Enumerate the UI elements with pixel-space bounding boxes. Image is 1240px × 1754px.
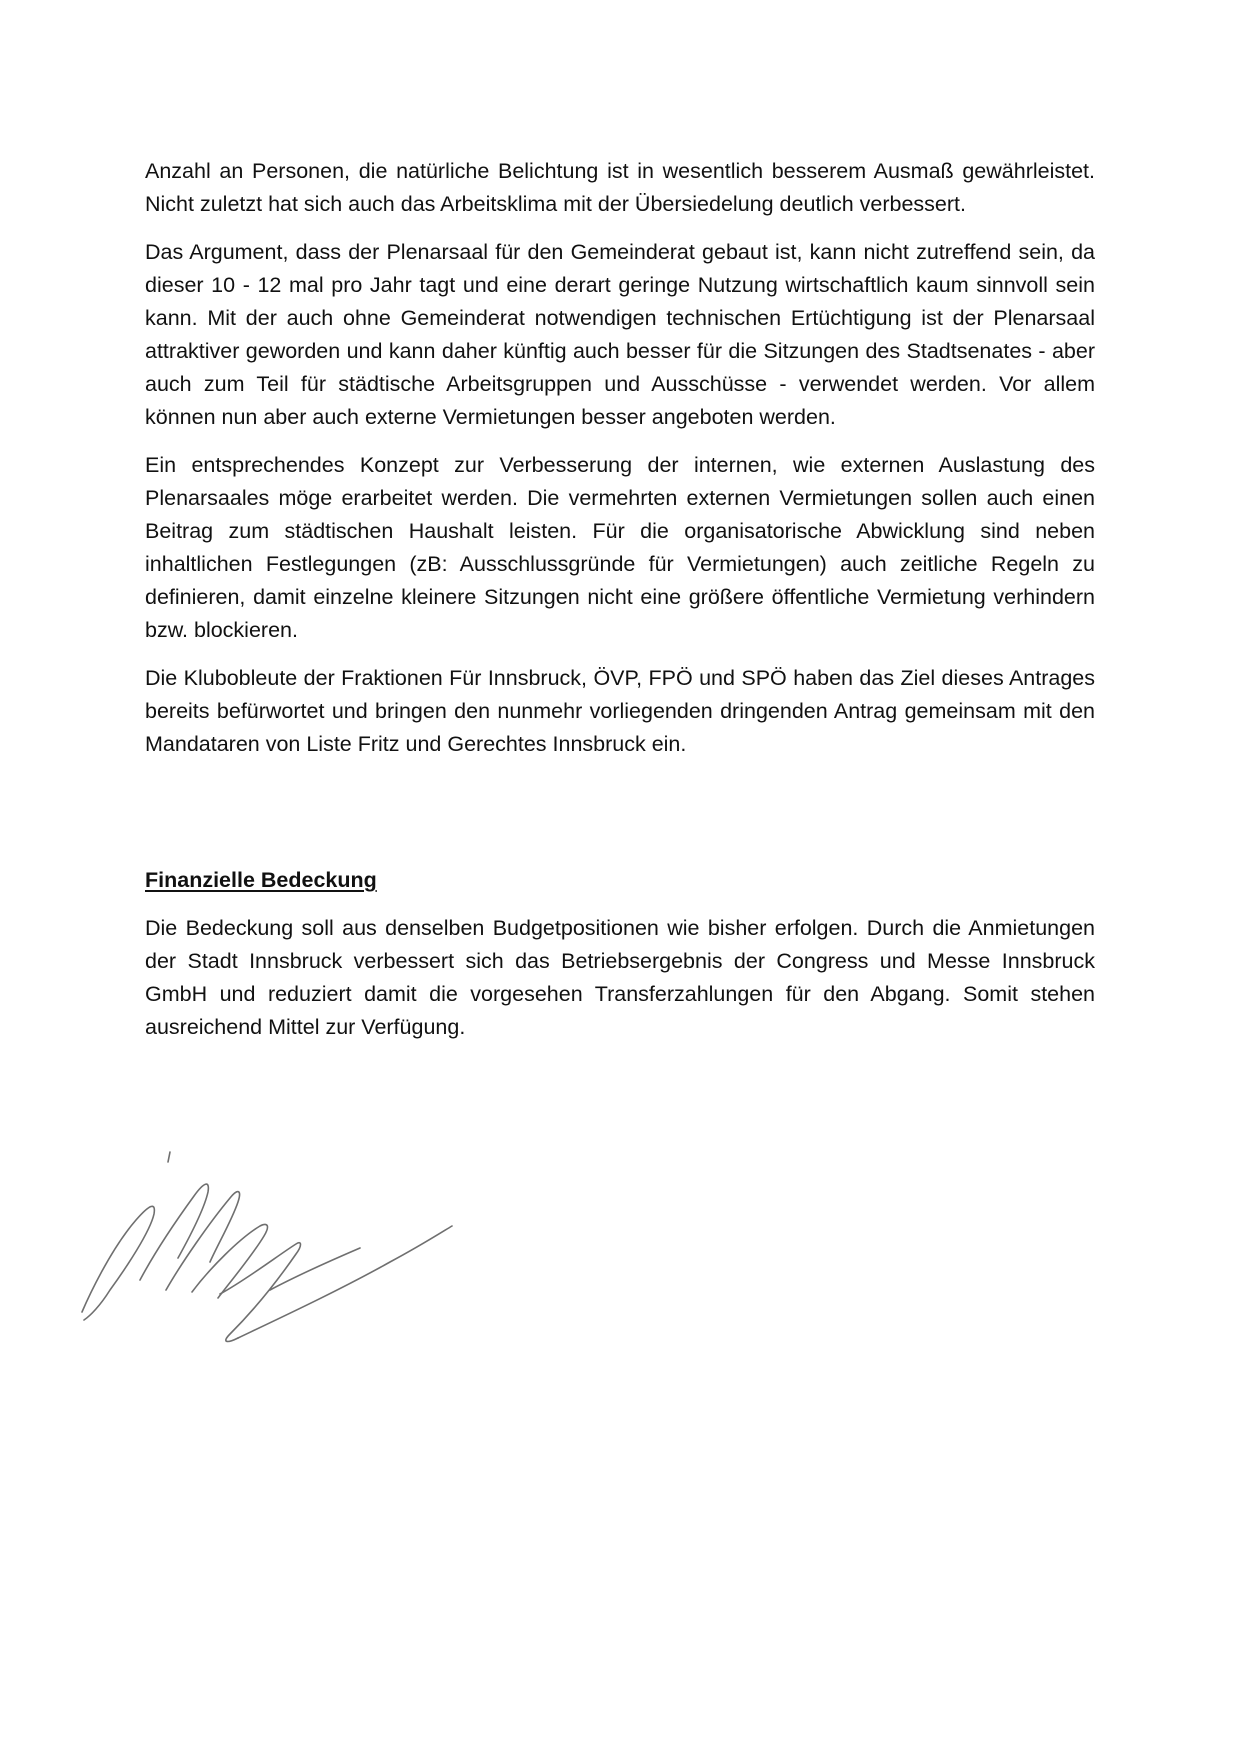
body-paragraph-3: Ein entsprechendes Konzept zur Verbesserung der internen, wie externen Auslastung des Plenarsaales möge erarbeitet werden. Die vermehrten externen Vermietungen sollen auch einen Beitrag zum städtischen Haushalt leisten. Für die organisatorische Abwicklung sind neben inhaltlichen Festlegungen (zB: Ausschlussgründe für Vermietungen) auch zeitliche Regeln zu definieren, damit einzelne kleinere Sitzungen nicht eine größere öffentliche Vermietung verhindern bzw. blockieren. — [145, 453, 1095, 642]
section-paragraph-financing: Die Bedeckung soll aus denselben Budgetpositionen wie bisher erfolgen. Durch die Anmietungen der Stadt Innsbruck verbessert sich das Betriebsergebnis der Congress und Messe Innsbruck GmbH und reduziert damit die vorgesehen Transferzahlungen für den Abgang. Somit stehen ausreichend Mittel zur Verfügung. — [145, 916, 1095, 1039]
handwritten-signature — [70, 1140, 490, 1360]
section-heading-financing: Finanzielle Bedeckung — [145, 868, 377, 892]
body-paragraph-2: Das Argument, dass der Plenarsaal für den Gemeinderat gebaut ist, kann nicht zutreffend sein, da dieser 10 - 12 mal pro Jahr tagt und eine derart geringe Nutzung wirtschaftlich kaum sinnvoll sein kann. Mit der auch ohne Gemeinderat notwendigen technischen Ertüchtigung ist der Plenarsaal attraktiver geworden und kann daher künftig auch besser für die Sitzungen des Stadtsenates - aber auch zum Teil für städtische Arbeitsgruppen und Ausschüsse - verwendet werden. Vor allem können nun aber auch externe Vermietungen besser angeboten werden. — [145, 240, 1095, 429]
body-paragraph-4: Die Klubobleute der Fraktionen Für Innsbruck, ÖVP, FPÖ und SPÖ haben das Ziel dieses Antrages bereits befürwortet und bringen den nunmehr vorliegenden dringenden Antrag gemeinsam mit den Mandataren von Liste Fritz und Gerechtes Innsbruck ein. — [145, 666, 1095, 756]
document-body — [145, 155, 1095, 761]
body-paragraph-1: Anzahl an Personen, die natürliche Belichtung ist in wesentlich besserem Ausmaß gewährleistet. Nicht zuletzt hat sich auch das Arbeitsklima mit der Übersiedelung deutlich verbessert. — [145, 159, 1095, 216]
